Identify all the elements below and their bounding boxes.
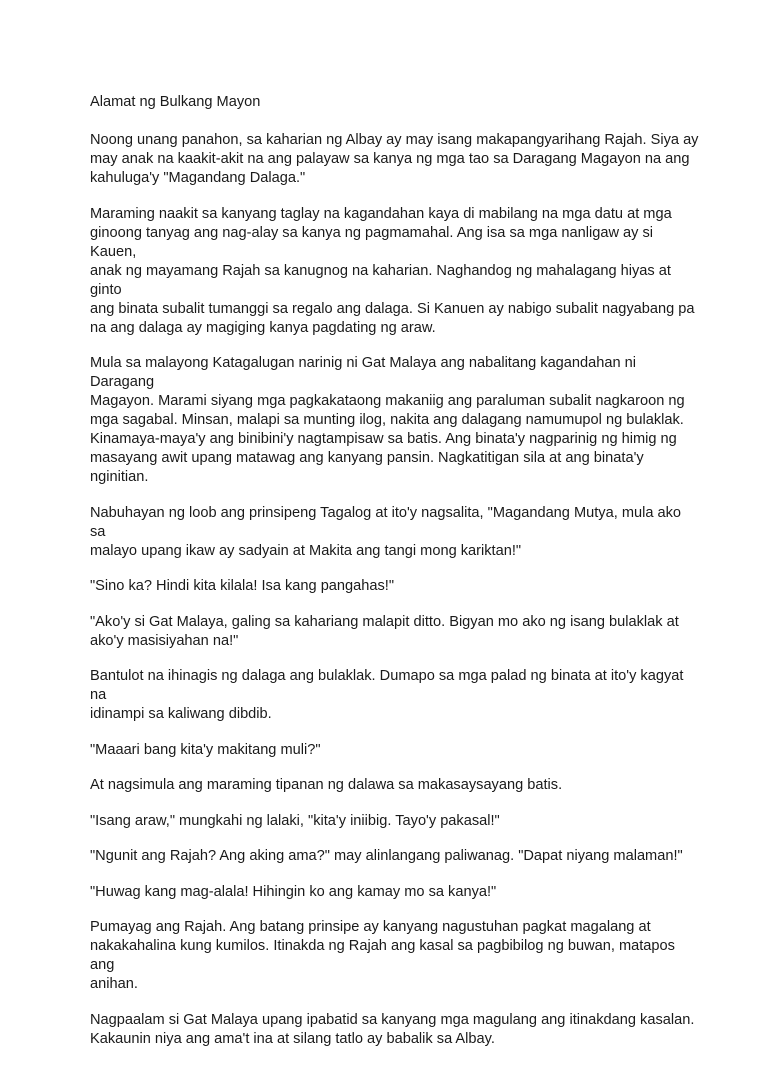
paragraph-5: "Sino ka? Hindi kita kilala! Isa kang pangahas!"	[90, 578, 395, 594]
paragraph-1: Noong unang panahon, sa kaharian ng Albay ay may isang makapangyarihang Rajah. Siya ay may anak na kaakit-akit na ang palayaw sa kanya ng mga tao sa Daragang Magayon na ang kahuluga'y "Magandang Dalaga."	[90, 132, 699, 186]
paragraph-8: "Maaari bang kita'y makitang muli?"	[90, 741, 321, 758]
document-body	[90, 93, 700, 1065]
paragraph-3: Mula sa malayong Katagalugan narinig ni Gat Malaya ang nabalitang kagandahan ni Daragang Magayon. Marami siyang mga pagkakataong makaniig ang paraluman subalit nagkaroon ng mga sagabal. Minsan, malapi sa munting ilog, nakita ang dalagang namumupol ng bulaklak. Kinamaya-maya'y ang binibini'y nagtampisaw sa batis. Ang binata'y nagparinig ng himig ng masayang awit upang matawag ang kanyang pansin. Nagkatitigan sila at ang binata'y nginitian.	[90, 355, 685, 485]
paragraph-6: "Ako'y si Gat Malaya, galing sa kahariang malapit ditto. Bigyan mo ako ng isang bulaklak at ako'y masisiyahan na!"	[90, 613, 679, 649]
document-title: Alamat ng Bulkang Mayon	[90, 94, 261, 110]
paragraph-14: Nagpaalam si Gat Malaya upang ipabatid sa kanyang mga magulang ang itinakdang kasalan. Kakaunin niya ang ama't ina at silang tatlo ay babalik sa Albay.	[90, 1011, 695, 1047]
paragraph-9: At nagsimula ang maraming tipanan ng dalawa sa makasaysayang batis.	[90, 777, 563, 793]
paragraph-7: Bantulot na ihinagis ng dalaga ang bulaklak. Dumapo sa mga palad ng binata at ito'y kagyat na idinampi sa kaliwang dibdib.	[90, 668, 684, 722]
paragraph-13: Pumayag ang Rajah. Ang batang prinsipe ay kanyang nagustuhan pagkat magalang at nakakahalina kung kumilos. Itinakda ng Rajah ang kasal sa pagbibilog ng buwan, matapos ang anihan.	[90, 919, 675, 992]
paragraph-4: Nabuhayan ng loob ang prinsipeng Tagalog at ito'y nagsalita, "Magandang Mutya, mula ako sa malayo upang ikaw ay sadyain at Makita ang tangi mong kariktan!"	[90, 504, 682, 559]
paragraph-10: "Isang araw," mungkahi ng lalaki, "kita'y iniibig. Tayo'y pakasal!"	[90, 812, 500, 829]
paragraph-11: "Ngunit ang Rajah? Ang aking ama?" may alinlangang paliwanag. "Dapat niyang malaman!"	[90, 848, 683, 864]
paragraph-2: Maraming naakit sa kanyang taglay na kagandahan kaya di mabilang na mga datu at mga ginoong tanyag ang nag-alay sa kanya ng pagmamahal. Ang isa sa mga nanligaw ay si Kauen, anak ng mayamang Rajah sa kanugnog na kaharian. Naghandog ng mahalagang hiyas at ginto ang binata subalit tumanggi sa regalo ang dalaga. Si Kanuen ay nabigo subalit nagyabang pa na ang dalaga ay magiging kanya pagdating ng araw.	[90, 205, 695, 336]
paragraph-12: "Huwag kang mag-alala! Hihingin ko ang kamay mo sa kanya!"	[90, 883, 497, 900]
